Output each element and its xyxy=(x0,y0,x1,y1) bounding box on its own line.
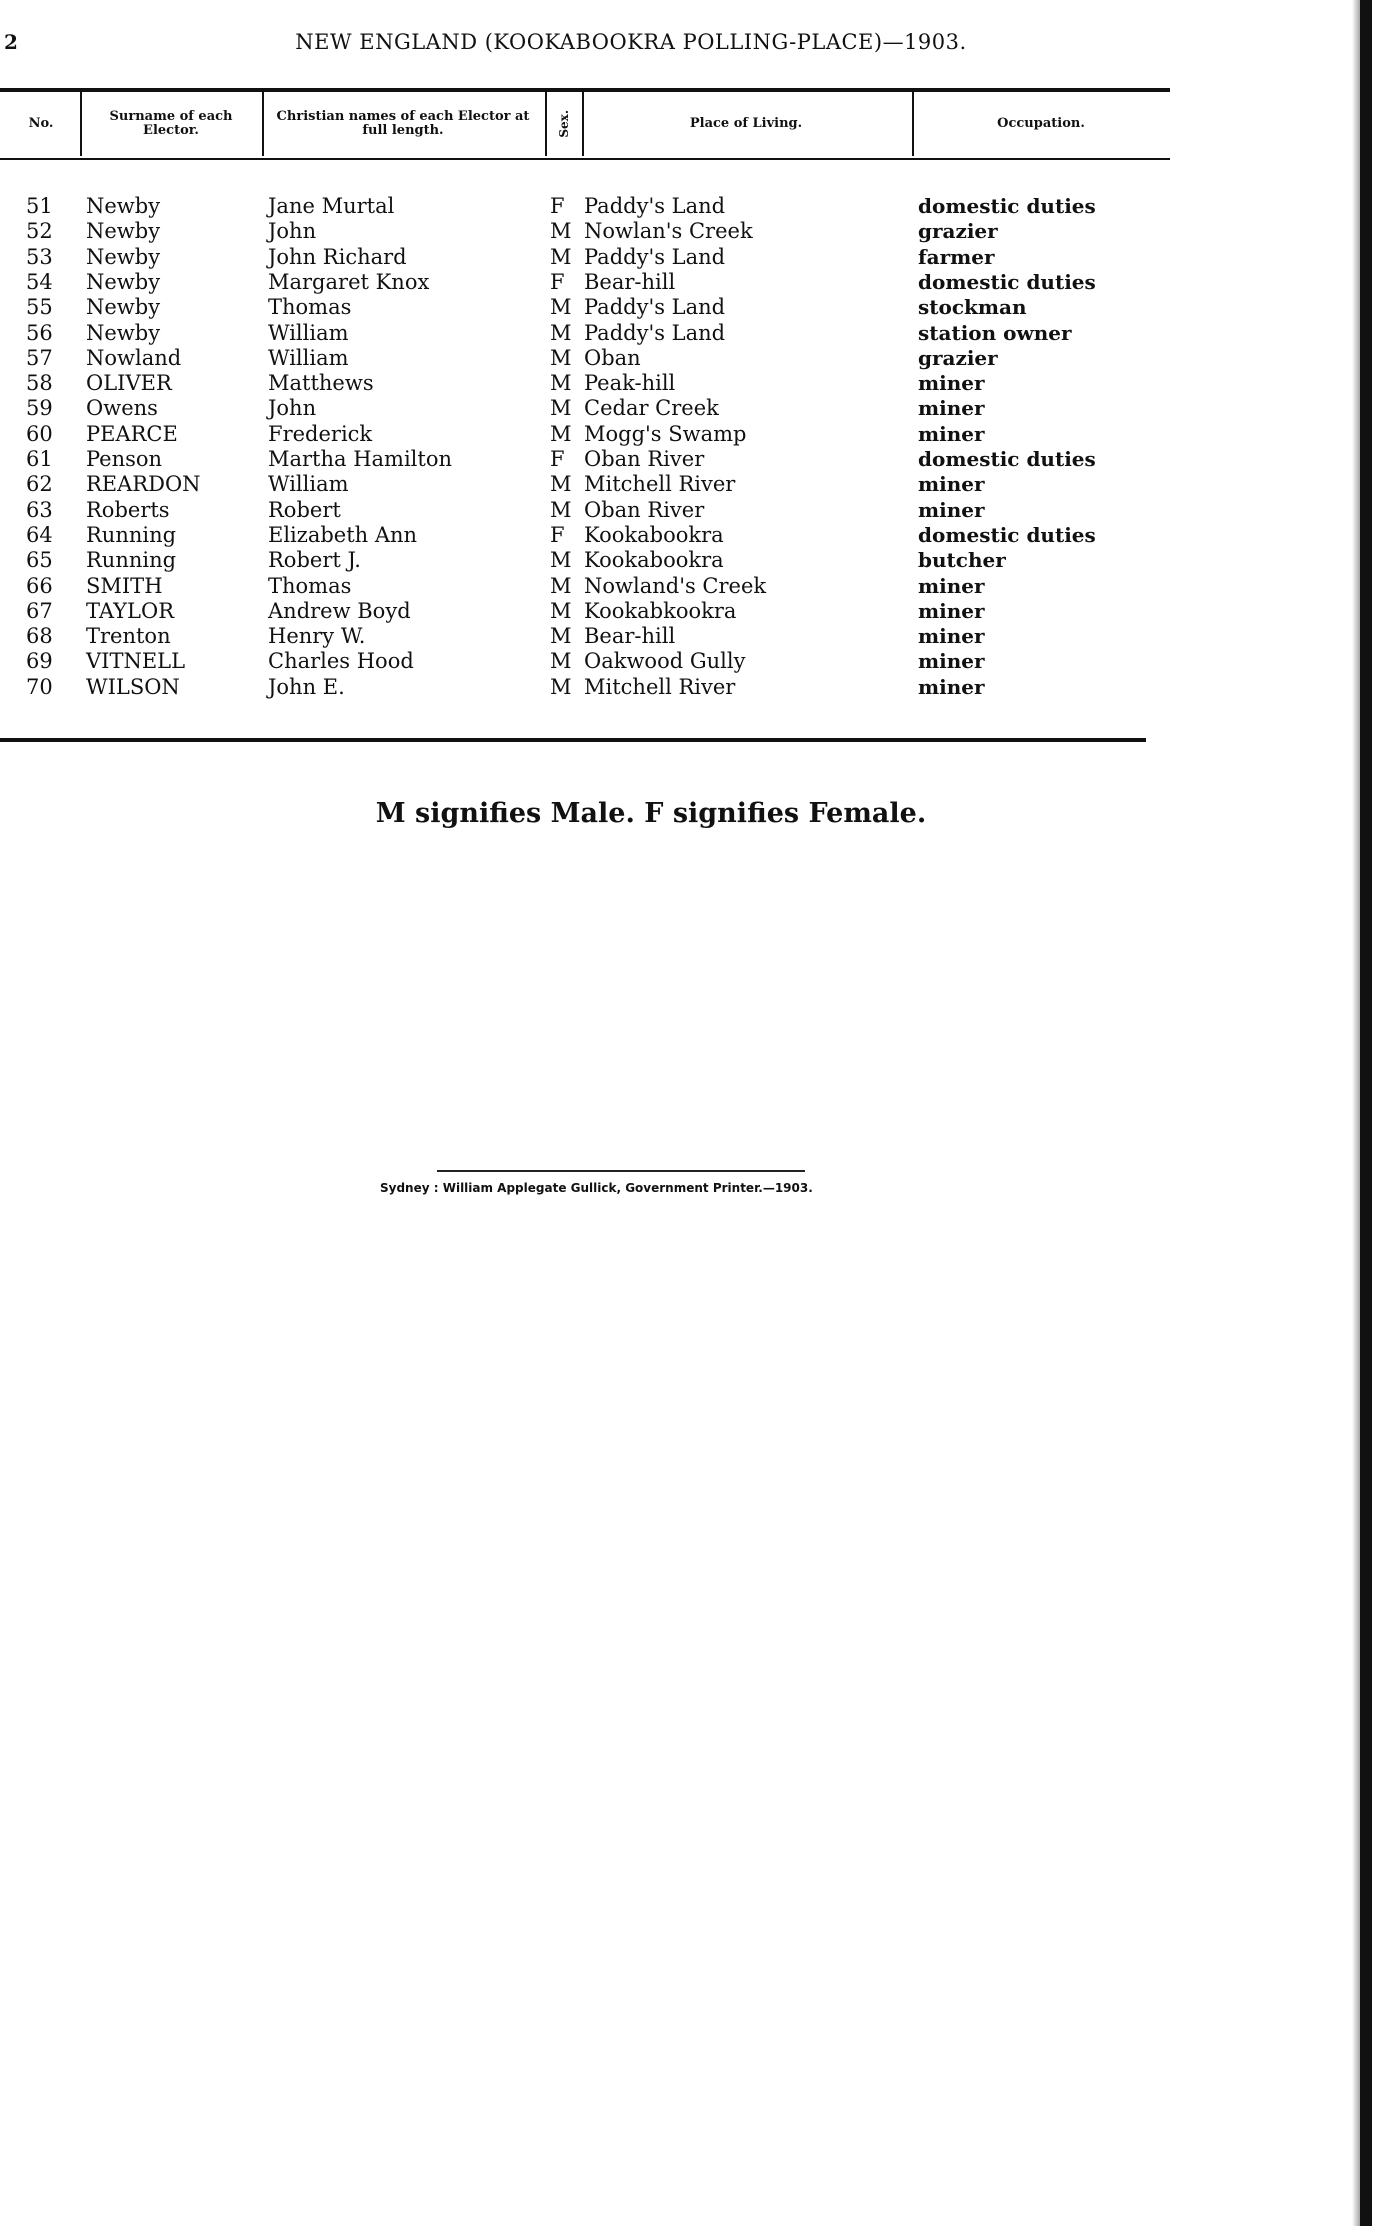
row-occupation: miner xyxy=(918,371,985,396)
row-sex: M xyxy=(550,320,572,345)
row-number: 53 xyxy=(26,244,53,269)
row-surname: PEARCE xyxy=(86,421,178,446)
table-row xyxy=(0,270,1382,295)
printer-imprint: Sydney : William Applegate Gullick, Government Printer.—1903. xyxy=(380,1181,813,1195)
row-sex: M xyxy=(550,674,572,699)
row-number: 68 xyxy=(26,624,53,649)
row-place-of-living: Kookabookra xyxy=(584,522,724,547)
row-surname: Newby xyxy=(86,194,161,218)
row-number: 66 xyxy=(26,573,53,598)
row-surname: WILSON xyxy=(86,674,180,699)
row-sex: M xyxy=(550,624,572,649)
row-surname: VITNELL xyxy=(86,649,186,674)
row-occupation: farmer xyxy=(918,244,995,269)
row-sex: M xyxy=(550,598,572,623)
row-surname: Penson xyxy=(86,447,163,471)
row-christian-names: Andrew Boyd xyxy=(268,598,411,623)
row-sex: M xyxy=(550,649,572,674)
row-place-of-living: Paddy's Land xyxy=(584,244,726,269)
row-sex: F xyxy=(550,194,565,218)
row-surname: SMITH xyxy=(86,573,163,598)
row-surname: Trenton xyxy=(86,624,171,649)
table-row xyxy=(0,346,1382,371)
row-surname: Owens xyxy=(86,396,158,421)
row-occupation: grazier xyxy=(918,345,998,370)
row-number: 70 xyxy=(26,674,53,699)
row-occupation: miner xyxy=(918,573,985,598)
column-header-sex-text: Sex. xyxy=(557,110,571,138)
table-row xyxy=(0,194,1382,219)
table-row xyxy=(0,295,1382,320)
row-christian-names: Martha Hamilton xyxy=(268,447,453,471)
row-place-of-living: Oban River xyxy=(584,447,705,471)
column-header-place: Place of Living. xyxy=(689,116,803,131)
row-sex: M xyxy=(550,548,572,573)
row-place-of-living: Oakwood Gully xyxy=(584,649,746,674)
column-header-surname: Surname of each Elector. xyxy=(109,109,233,138)
row-sex: M xyxy=(550,497,572,522)
row-place-of-living: Paddy's Land xyxy=(584,194,726,218)
row-sex: M xyxy=(550,472,572,497)
row-christian-names: Margaret Knox xyxy=(268,269,430,294)
row-place-of-living: Oban xyxy=(584,345,641,370)
row-occupation: miner xyxy=(918,472,985,497)
row-place-of-living: Mogg's Swamp xyxy=(584,421,747,446)
column-header-christian: Christian names of each Elector at full length. xyxy=(276,109,530,138)
sex-legend xyxy=(0,798,1382,829)
table-row xyxy=(0,321,1382,346)
row-number: 57 xyxy=(26,345,53,370)
row-sex: M xyxy=(550,345,572,370)
row-occupation: miner xyxy=(918,396,985,421)
row-occupation: butcher xyxy=(918,548,1006,573)
page-number: 2 xyxy=(4,30,18,54)
row-number: 60 xyxy=(26,421,53,446)
row-place-of-living: Paddy's Land xyxy=(584,295,726,320)
page-edge-shadow xyxy=(1352,0,1360,2226)
row-christian-names: Thomas xyxy=(268,295,352,320)
row-number: 59 xyxy=(26,396,53,421)
page-title xyxy=(0,30,1382,54)
row-place-of-living: Oban River xyxy=(584,497,705,522)
row-number: 63 xyxy=(26,497,53,522)
row-sex: M xyxy=(550,244,572,269)
row-place-of-living: Bear-hill xyxy=(584,269,676,294)
row-number: 58 xyxy=(26,371,53,396)
printer-rule xyxy=(437,1170,805,1172)
row-occupation: domestic duties xyxy=(918,522,1096,547)
table-row xyxy=(0,574,1382,599)
row-surname: Nowland xyxy=(86,345,182,370)
row-christian-names: Matthews xyxy=(268,371,374,396)
row-place-of-living: Kookabkookra xyxy=(584,598,737,623)
table-row xyxy=(0,548,1382,573)
table-bottom-rule xyxy=(0,738,1146,742)
row-surname: OLIVER xyxy=(86,371,172,396)
table-row xyxy=(0,675,1382,700)
row-number: 52 xyxy=(26,219,53,244)
row-sex: F xyxy=(550,522,565,547)
table-row xyxy=(0,599,1382,624)
table-row xyxy=(0,498,1382,523)
column-separator xyxy=(545,92,547,156)
row-number: 62 xyxy=(26,472,53,497)
row-christian-names: John xyxy=(268,219,317,244)
table-row xyxy=(0,422,1382,447)
row-place-of-living: Nowlan's Creek xyxy=(584,219,753,244)
table-row xyxy=(0,447,1382,472)
row-surname: Newby xyxy=(86,320,161,345)
row-christian-names: John E. xyxy=(268,674,345,699)
table-row xyxy=(0,245,1382,270)
row-number: 69 xyxy=(26,649,53,674)
row-christian-names: Elizabeth Ann xyxy=(268,522,418,547)
table-row xyxy=(0,472,1382,497)
row-christian-names: Henry W. xyxy=(268,624,366,649)
column-separator xyxy=(80,92,82,156)
row-place-of-living: Bear-hill xyxy=(584,624,676,649)
row-surname: REARDON xyxy=(86,472,201,497)
row-occupation: domestic duties xyxy=(918,269,1096,294)
row-surname: Newby xyxy=(86,244,161,269)
row-surname: Running xyxy=(86,522,177,547)
row-surname: TAYLOR xyxy=(86,598,175,623)
row-surname: Newby xyxy=(86,269,161,294)
row-occupation: miner xyxy=(918,598,985,623)
row-occupation: stockman xyxy=(918,295,1027,320)
row-christian-names: William xyxy=(268,320,349,345)
row-christian-names: William xyxy=(268,345,349,370)
row-christian-names: Robert J. xyxy=(268,548,361,573)
column-separator xyxy=(582,92,584,156)
row-number: 54 xyxy=(26,269,53,294)
row-number: 55 xyxy=(26,295,53,320)
row-christian-names: Thomas xyxy=(268,573,352,598)
table-row xyxy=(0,219,1382,244)
header-bottom-rule xyxy=(0,158,1170,160)
row-christian-names: William xyxy=(268,472,349,497)
row-sex: M xyxy=(550,573,572,598)
table-row xyxy=(0,523,1382,548)
row-place-of-living: Kookabookra xyxy=(584,548,724,573)
column-separator xyxy=(912,92,914,156)
page-title-text: NEW ENGLAND (KOOKABOOKRA POLLING-PLACE)—1903. xyxy=(295,30,967,54)
row-place-of-living: Mitchell River xyxy=(584,472,736,497)
row-surname: Newby xyxy=(86,295,161,320)
row-sex: M xyxy=(550,371,572,396)
page-edge-bar xyxy=(1360,0,1372,2226)
row-occupation: grazier xyxy=(918,219,998,244)
row-occupation: miner xyxy=(918,497,985,522)
column-separator xyxy=(262,92,264,156)
table-row xyxy=(0,624,1382,649)
row-place-of-living: Paddy's Land xyxy=(584,320,726,345)
row-number: 56 xyxy=(26,320,53,345)
row-christian-names: Robert xyxy=(268,497,341,522)
row-occupation: miner xyxy=(918,674,985,699)
row-occupation: domestic duties xyxy=(918,194,1096,218)
row-sex: F xyxy=(550,269,565,294)
row-place-of-living: Nowland's Creek xyxy=(584,573,767,598)
row-number: 61 xyxy=(26,447,53,471)
row-christian-names: John Richard xyxy=(268,244,407,269)
row-christian-names: John xyxy=(268,396,317,421)
row-occupation: domestic duties xyxy=(918,447,1096,471)
row-sex: M xyxy=(550,219,572,244)
row-sex: M xyxy=(550,295,572,320)
row-number: 67 xyxy=(26,598,53,623)
row-surname: Running xyxy=(86,548,177,573)
row-occupation: miner xyxy=(918,624,985,649)
row-number: 65 xyxy=(26,548,53,573)
table-row xyxy=(0,371,1382,396)
column-header-no: No. xyxy=(28,116,54,131)
row-number: 64 xyxy=(26,522,53,547)
table-row xyxy=(0,396,1382,421)
row-place-of-living: Mitchell River xyxy=(584,674,736,699)
column-header-occupation: Occupation. xyxy=(997,116,1085,131)
row-place-of-living: Peak-hill xyxy=(584,371,676,396)
column-header-sex xyxy=(548,92,580,156)
row-sex: F xyxy=(550,447,565,471)
row-christian-names: Charles Hood xyxy=(268,649,414,674)
row-christian-names: Frederick xyxy=(268,421,373,446)
row-number: 51 xyxy=(26,194,53,218)
row-sex: M xyxy=(550,396,572,421)
row-sex: M xyxy=(550,421,572,446)
row-surname: Newby xyxy=(86,219,161,244)
row-occupation: station owner xyxy=(918,320,1072,345)
row-occupation: miner xyxy=(918,421,985,446)
sex-legend-text: M signifies Male. F signifies Female. xyxy=(375,798,927,829)
table-row xyxy=(0,649,1382,674)
row-christian-names: Jane Murtal xyxy=(268,194,395,218)
row-place-of-living: Cedar Creek xyxy=(584,396,719,421)
row-occupation: miner xyxy=(918,649,985,674)
row-surname: Roberts xyxy=(86,497,170,522)
